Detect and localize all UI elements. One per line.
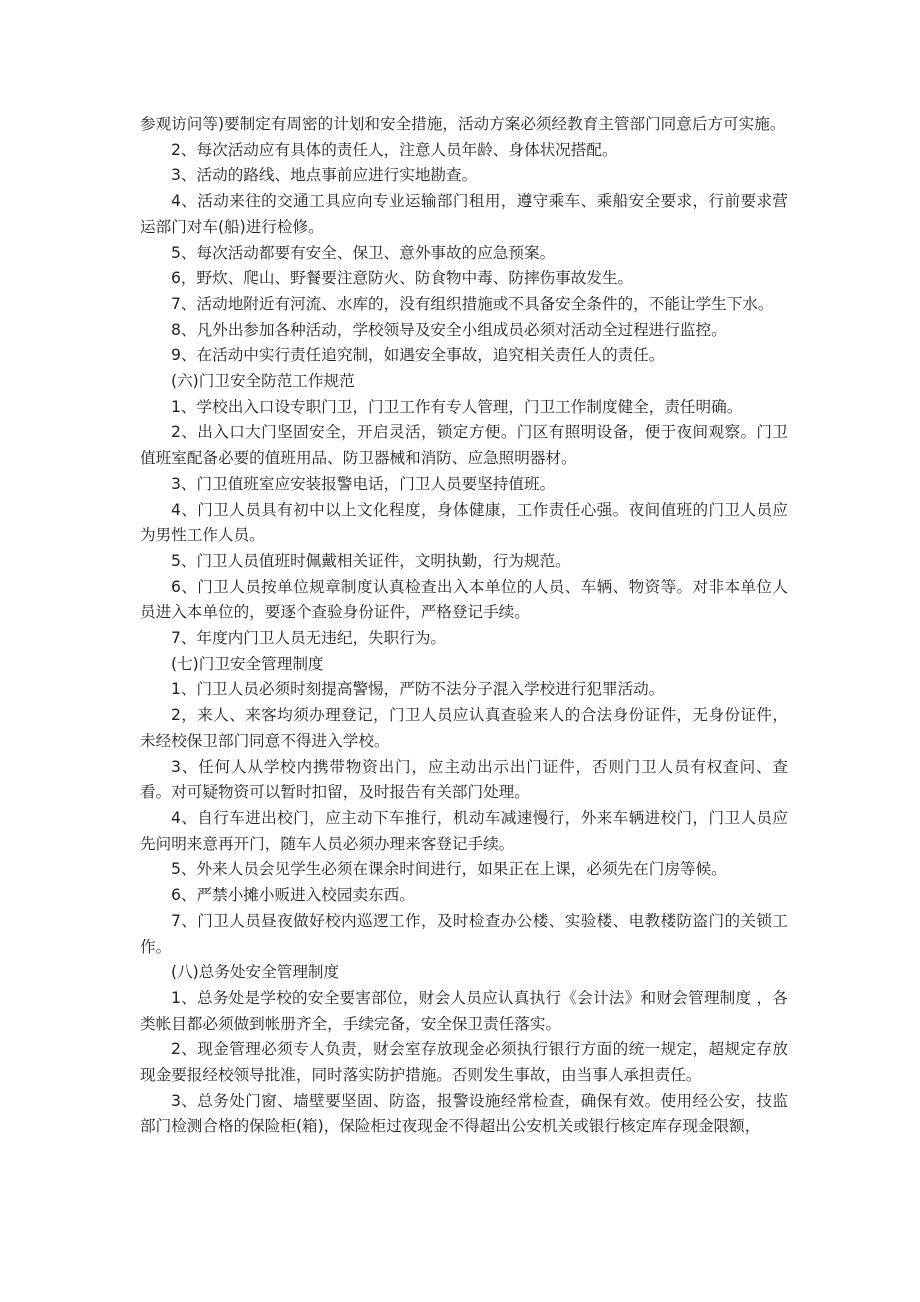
paragraph: 参观访问等)要制定有周密的计划和安全措施，活动方案必须经教育主管部门同意后方可实施。 bbox=[140, 115, 786, 133]
paragraph: 3、活动的路线、地点事前应进行实地勘查。 bbox=[171, 166, 478, 185]
paragraph: 3、门卫值班室应安装报警电话，门卫人员要坚持值班。 bbox=[171, 474, 556, 493]
paragraph: 2、每次活动应有具体的责任人，注意人员年龄、身体状况搭配。 bbox=[171, 140, 618, 159]
paragraph: 6、严禁小摊小贩进入校园卖东西。 bbox=[171, 886, 415, 905]
paragraph: 9、在活动中实行责任追究制，如遇安全事故，追究相关责任人的责任。 bbox=[171, 346, 665, 365]
document-body bbox=[140, 112, 788, 1140]
paragraph: (七)门卫安全管理制度 bbox=[171, 654, 324, 673]
paragraph: 3、总务处门窗、墙壁要坚固、防盗，报警设施经常检查，确保有效。使用经公安，技监部门检测合格的保险柜(箱)，保险柜过夜现金不得超出公安机关或银行核定库存现金限额， bbox=[140, 1091, 788, 1136]
paragraph: 7、年度内门卫人员无违纪，失职行为。 bbox=[171, 629, 447, 648]
paragraph: 4、活动来往的交通工具应向专业运输部门租用，遵守乘车、乘船安全要求，行前要求营运部门对车(船)进行检修。 bbox=[140, 192, 788, 236]
paragraph: 2、现金管理必须专人负责，财会室存放现金必须执行银行方面的统一规定，超规定存放现金要报经校领导批准，同时落实防护措施。否则发生事故，由当事人承担责任。 bbox=[140, 1040, 788, 1085]
paragraph: 5、每次活动都要有安全、保卫、意外事故的应急预案。 bbox=[171, 243, 556, 262]
paragraph: 1、门卫人员必须时刻提高警惕，严防不法分子混入学校进行犯罪活动。 bbox=[171, 680, 665, 699]
paragraph: (八)总务处安全管理制度 bbox=[171, 963, 340, 982]
paragraph: (六)门卫安全防范工作规范 bbox=[171, 372, 355, 391]
paragraph: 6，野炊、爬山、野餐要注意防火、防食物中毒、防摔伤事故发生。 bbox=[171, 269, 634, 288]
paragraph: 2，来人、来客均须办理登记，门卫人员应认真查验来人的合法身份证件，无身份证件，未经校保卫部门同意不得进入学校。 bbox=[140, 706, 788, 750]
paragraph: 7、活动地附近有河流、水库的，没有组织措施或不具备安全条件的，不能让学生下水。 bbox=[171, 294, 774, 313]
paragraph: 5、外来人员会见学生必须在课余时间进行，如果正在上课，必须先在门房等候。 bbox=[171, 860, 727, 879]
paragraph: 5、门卫人员值班时佩戴相关证件，文明执勤，行为规范。 bbox=[171, 551, 571, 570]
paragraph: 2、出入口大门坚固安全，开启灵活，锁定方便。门区有照明设备，便于夜间观察。门卫值班室配备必要的值班用品、防卫器械和消防、应急照明器材。 bbox=[140, 423, 788, 468]
paragraph: 4、自行车进出校门，应主动下车推行，机动车减速慢行，外来车辆进校门，门卫人员应先问明来意再开门，随车人员必须办理来客登记手续。 bbox=[140, 808, 788, 853]
paragraph: 1、总务处是学校的安全要害部位，财会人员应认真执行《会计法》和财会管理制度 ，各类帐目都必须做到帐册齐全，手续完备，安全保卫责任落实。 bbox=[140, 988, 788, 1033]
paragraph: 3、任何人从学校内携带物资出门，应主动出示出门证件，否则门卫人员有权查问、查看。对可疑物资可以暂时扣留，及时报告有关部门处理。 bbox=[140, 757, 788, 802]
paragraph: 6、门卫人员按单位规章制度认真检查出入本单位的人员、车辆、物资等。对非本单位人员进入本单位的，要逐个查验身份证件，严格登记手续。 bbox=[140, 577, 788, 622]
paragraph: 1、学校出入口设专职门卫，门卫工作有专人管理，门卫工作制度健全，责任明确。 bbox=[171, 397, 743, 416]
paragraph: 8、凡外出参加各种活动，学校领导及安全小组成员必须对活动全过程进行监控。 bbox=[171, 320, 727, 339]
paragraph: 4、门卫人员具有初中以上文化程度，身体健康，工作责任心强。夜间值班的门卫人员应为男性工作人员。 bbox=[140, 500, 788, 545]
paragraph: 7、门卫人员昼夜做好校内巡逻工作，及时检查办公楼、实验楼、电教楼防盗门的关锁工作。 bbox=[140, 911, 788, 956]
